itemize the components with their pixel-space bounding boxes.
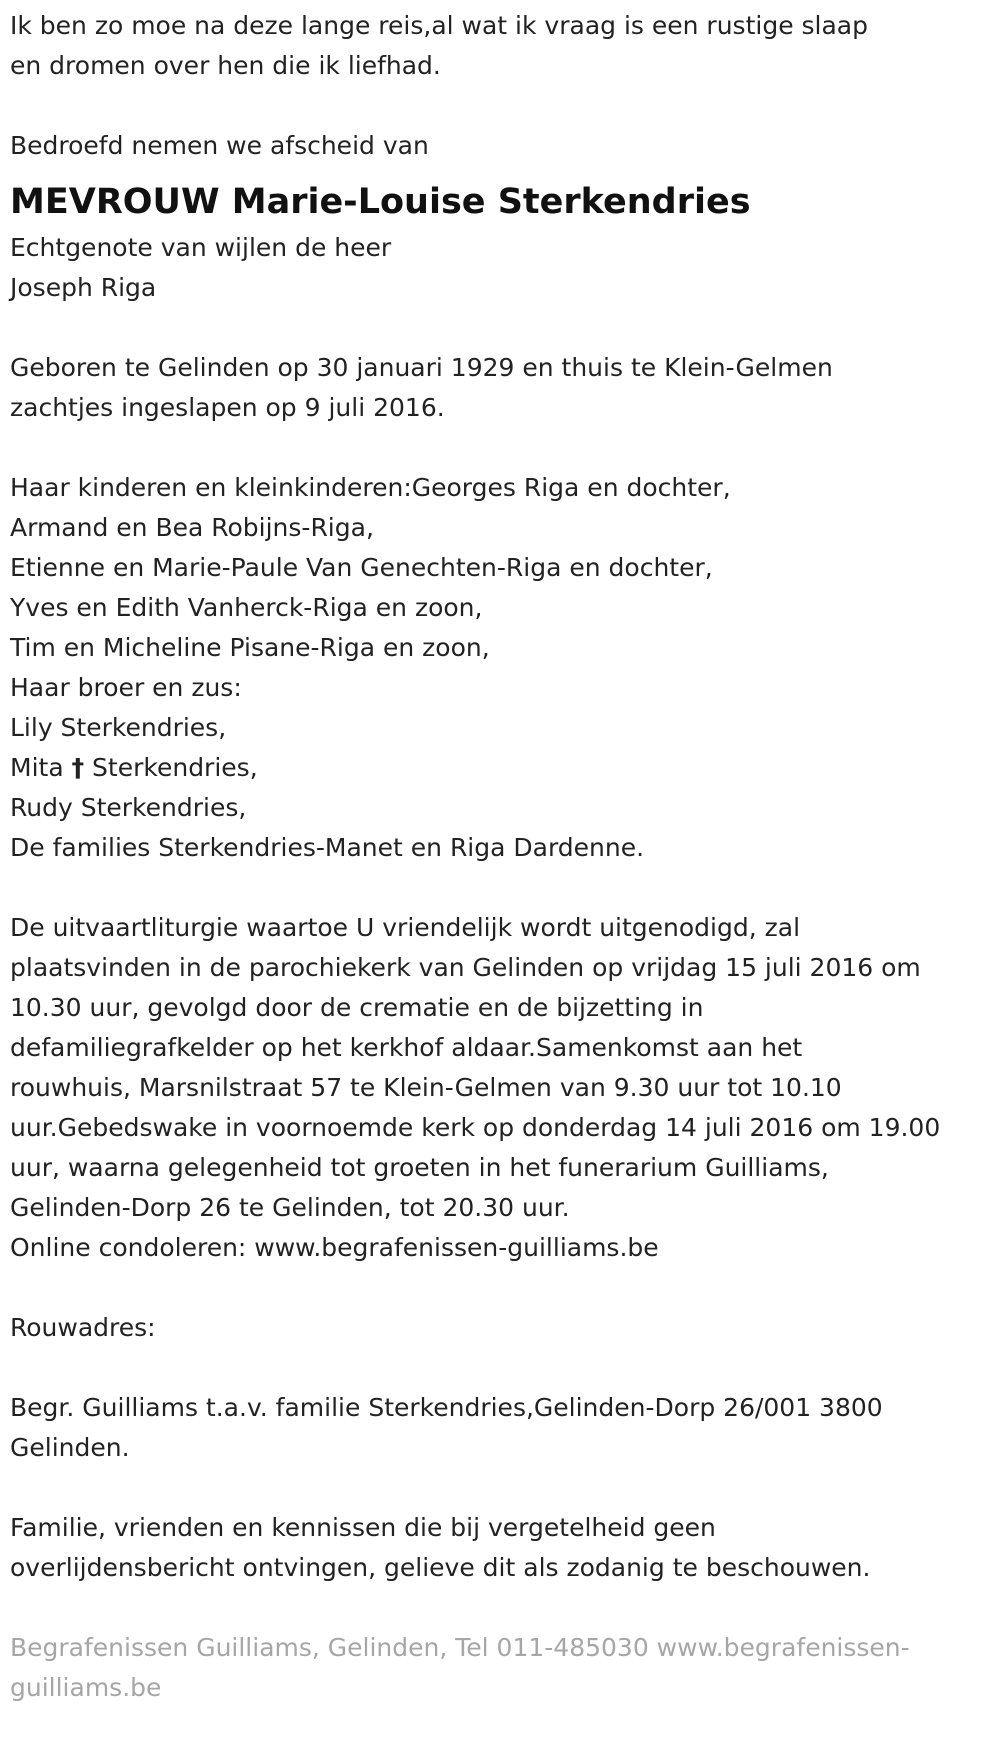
- spacer: [10, 428, 1000, 468]
- sibling-last-name: Sterkendries,: [92, 753, 258, 782]
- spacer: [10, 308, 1000, 348]
- intro-text: Bedroefd nemen we afscheid van: [10, 131, 429, 160]
- sibling-line: Lily Sterkendries,: [10, 713, 227, 742]
- ceremony-info: [10, 908, 1000, 1268]
- spacer: [10, 1268, 1000, 1308]
- ceremony-line: De uitvaartliturgie waartoe U vriendelijk wordt uitgenodigd, zal: [10, 913, 801, 942]
- families-line: De families Sterkendries-Manet en Riga Dardenne.: [10, 833, 645, 862]
- address-line: Begr. Guilliams t.a.v. familie Sterkendries,Gelinden-Dorp 26/001 3800: [10, 1393, 883, 1422]
- spacer: [10, 1468, 1000, 1508]
- mourning-address: [10, 1388, 1000, 1468]
- ceremony-line: Gelinden-Dorp 26 te Gelinden, tot 20.30 uur.: [10, 1193, 570, 1222]
- footer-line: Begrafenissen Guilliams, Gelinden, Tel 011-485030 www.begrafenissen-: [10, 1633, 910, 1662]
- online-condolence-line: Online condoleren: www.begrafenissen-guilliams.be: [10, 1233, 659, 1262]
- sibling-line: Rudy Sterkendries,: [10, 793, 247, 822]
- ceremony-line: plaatsvinden in de parochiekerk van Gelinden op vrijdag 15 juli 2016 om: [10, 953, 921, 982]
- footer-line: guilliams.be: [10, 1673, 162, 1702]
- poem: [10, 6, 1000, 86]
- birth-death-line: zachtjes ingeslapen op 9 juli 2016.: [10, 393, 445, 422]
- ceremony-line: uur, waarna gelegenheid tot groeten in het funerarium Guilliams,: [10, 1153, 829, 1182]
- footer: [10, 1628, 1000, 1708]
- spacer: [10, 1348, 1000, 1388]
- spouse-line: Echtgenote van wijlen de heer: [10, 233, 392, 262]
- family-list: [10, 468, 1000, 868]
- spouse-info: [10, 228, 1000, 308]
- siblings-heading: Haar broer en zus:: [10, 673, 242, 702]
- address-line: Gelinden.: [10, 1433, 130, 1462]
- obituary-page: [0, 6, 1000, 1756]
- sibling-first-name: Mita: [10, 753, 64, 782]
- spacer: [10, 86, 1000, 126]
- ceremony-line: 10.30 uur, gevolgd door de crematie en de bijzetting in: [10, 993, 704, 1022]
- poem-line: en dromen over hen die ik liefhad.: [10, 51, 441, 80]
- ceremony-line: rouwhuis, Marsnilstraat 57 te Klein-Gelmen van 9.30 uur tot 10.10: [10, 1073, 842, 1102]
- birth-death-line: Geboren te Gelinden op 30 januari 1929 en thuis te Klein-Gelmen: [10, 353, 833, 382]
- family-line: Armand en Bea Robijns-Riga,: [10, 513, 374, 542]
- ceremony-line: defamiliegrafkelder op het kerkhof aldaar.Samenkomst aan het: [10, 1033, 803, 1062]
- birth-death-info: [10, 348, 1000, 428]
- spacer: [10, 868, 1000, 908]
- ceremony-line: uur.Gebedswake in voornoemde kerk op donderdag 14 juli 2016 om 19.00: [10, 1113, 941, 1142]
- notice-line: Familie, vrienden en kennissen die bij vergetelheid geen: [10, 1513, 716, 1542]
- sibling-line: [10, 748, 1000, 788]
- deceased-name: MEVROUW Marie-Louise Sterkendries: [10, 182, 751, 222]
- family-line: Haar kinderen en kleinkinderen:Georges Riga en dochter,: [10, 473, 731, 502]
- poem-line: Ik ben zo moe na deze lange reis,al wat ik vraag is een rustige slaap: [10, 11, 868, 40]
- notice: [10, 1508, 1000, 1588]
- cross-icon: †: [71, 753, 85, 782]
- address-label: Rouwadres:: [10, 1313, 156, 1342]
- family-line: Yves en Edith Vanherck-Riga en zoon,: [10, 593, 483, 622]
- family-line: Etienne en Marie-Paule Van Genechten-Riga en dochter,: [10, 553, 713, 582]
- family-line: Tim en Micheline Pisane-Riga en zoon,: [10, 633, 490, 662]
- notice-line: overlijdensbericht ontvingen, gelieve dit als zodanig te beschouwen.: [10, 1553, 871, 1582]
- spouse-line: Joseph Riga: [10, 273, 157, 302]
- spacer: [10, 1588, 1000, 1628]
